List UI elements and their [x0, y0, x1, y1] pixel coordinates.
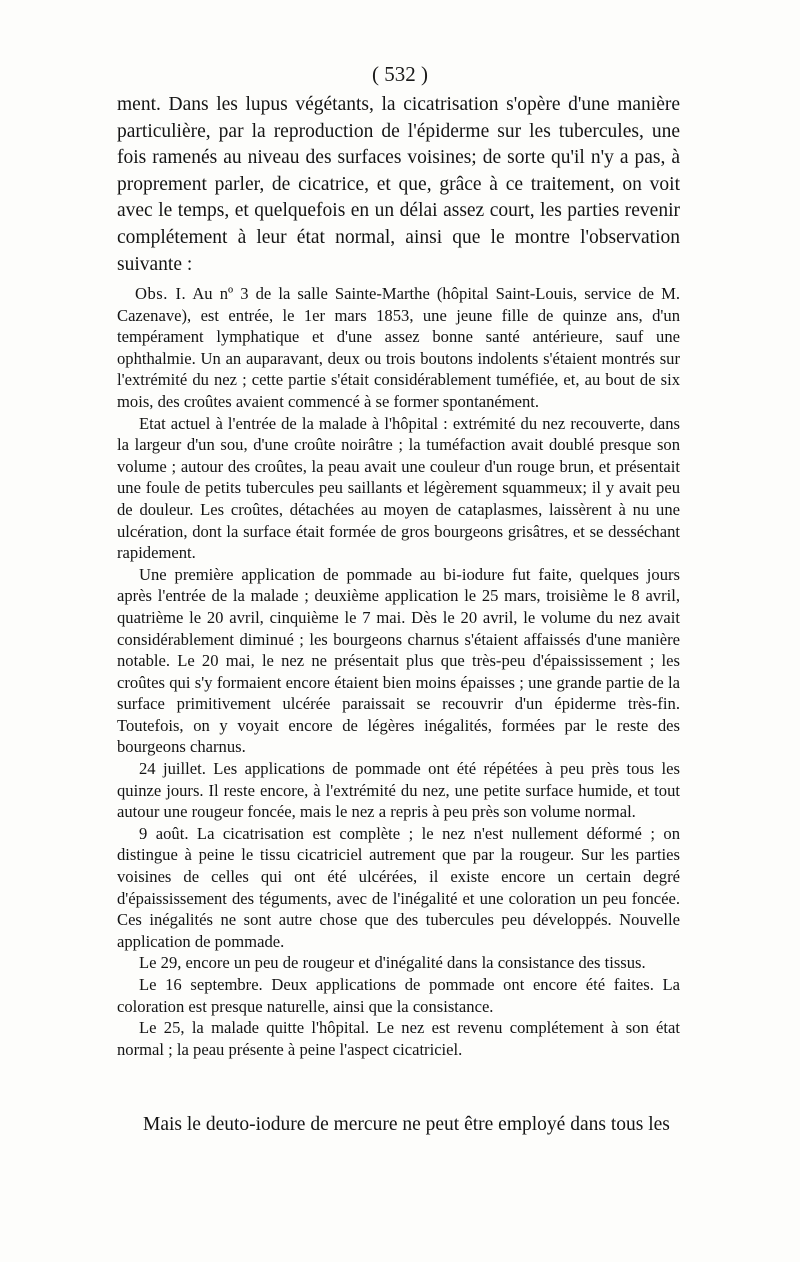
observation-section	[117, 283, 680, 1060]
observation-paragraph-8: Le 25, la malade quitte l'hôpital. Le nez est revenu complétement à son état normal ; la peau présente à peine l'aspect cicatriciel.	[117, 1018, 680, 1059]
observation-paragraph-5: 9 août. La cicatrisation est complète ; le nez n'est nullement déformé ; on distingue à peine le tissu cicatriciel autrement que par la rougeur. Sur les parties voisines de celles qui ont été ulcérées, il existe encore un certain degré d'épaississement des téguments, avec de l'inégalité et une coloration un peu foncée. Ces inégalités ne sont autre chose que des tubercules peu développés. Nouvelle application de pommade.	[117, 823, 680, 951]
observation-paragraph-2: Etat actuel à l'entrée de la malade à l'hôpital : extrémité du nez recouverte, dans la largeur d'un sou, d'une croûte noirâtre ; la tuméfaction avait doublé presque son volume ; autour des croûtes, la peau avait une couleur d'un rouge brun, et présentait une foule de petits tubercules peu saillants et légèrement squammeux; il y avait peu de douleur. Les croûtes, détachées au moyen de cataplasmes, laissèrent à nu une ulcération, dont la surface était formée de gros bourgeons grisâtres, et se desséchant rapidement.	[117, 413, 680, 563]
observation-paragraph-4: 24 juillet. Les applications de pommade ont été répétées à peu près tous les quinze jours. Il reste encore, à l'extrémité du nez, une petite surface humide, et tout autour une rougeur foncée, mais le nez a repris à peu près son volume normal.	[117, 759, 680, 822]
intro-text: ment. Dans les lupus végétants, la cicatrisation s'opère d'une manière particulière, par la reproduction de l'épiderme sur les tubercules, une fois ramenés au niveau des surfaces voisines; de sorte qu'il n'y a pas, à proprement parler, de cicatrice, et que, grâce à ce traitement, on voit avec le temps, et quelquefois en un délai assez court, les parties revenir complétement à leur état normal, ainsi que le montre l'observation suivante :	[117, 94, 680, 275]
observation-paragraph-7: Le 16 septembre. Deux applications de pommade ont encore été faites. La coloration est presque naturelle, ainsi que la consistance.	[117, 975, 680, 1016]
observation-heading: Obs. I.	[135, 284, 187, 303]
page-number: ( 532 )	[372, 62, 428, 86]
observation-paragraph-6: Le 29, encore un peu de rougeur et d'inégalité dans la consistance des tissus.	[139, 953, 646, 973]
observation-paragraph-1	[117, 283, 680, 413]
closing-line	[117, 1112, 680, 1138]
observation-paragraph-1-text: Au nº 3 de la salle Sainte-Marthe (hôpital Saint-Louis, service de M. Cazenave), est entrée, le 1er mars 1853, une jeune fille de quinze ans, d'un tempérament lymphatique et d'une assez bonne santé antérieure, sauf une ophthalmie. Un an auparavant, deux ou trois boutons indolents s'étaient montrés sur l'extrémité du nez ; cette partie s'était considérablement tuméfiée, et, au bout de six mois, des croûtes avaient commencé à se former spontanément.	[117, 284, 680, 411]
intro-paragraph	[117, 92, 680, 278]
closing-text: Mais le deuto-iodure de mercure ne peut être employé dans tous les	[143, 1114, 670, 1135]
observation-paragraph-3: Une première application de pommade au bi-iodure fut faite, quelques jours après l'entrée de la malade ; deuxième application le 25 mars, troisième le 8 avril, quatrième le 20 avril, cinquième le 7 mai. Dès le 20 avril, le volume du nez avait considérablement diminué ; les bourgeons charnus s'étaient affaissés d'une manière notable. Le 20 mai, le nez ne présentait plus que très-peu d'épaississement ; les croûtes qui s'y formaient encore étaient bien moins épaisses ; une grande partie de la surface primitivement ulcérée paraissait se recouvrir d'un épiderme très-fin. Toutefois, on y voyait encore de légères inégalités, formées par le reste des bourgeons charnus.	[117, 564, 680, 757]
